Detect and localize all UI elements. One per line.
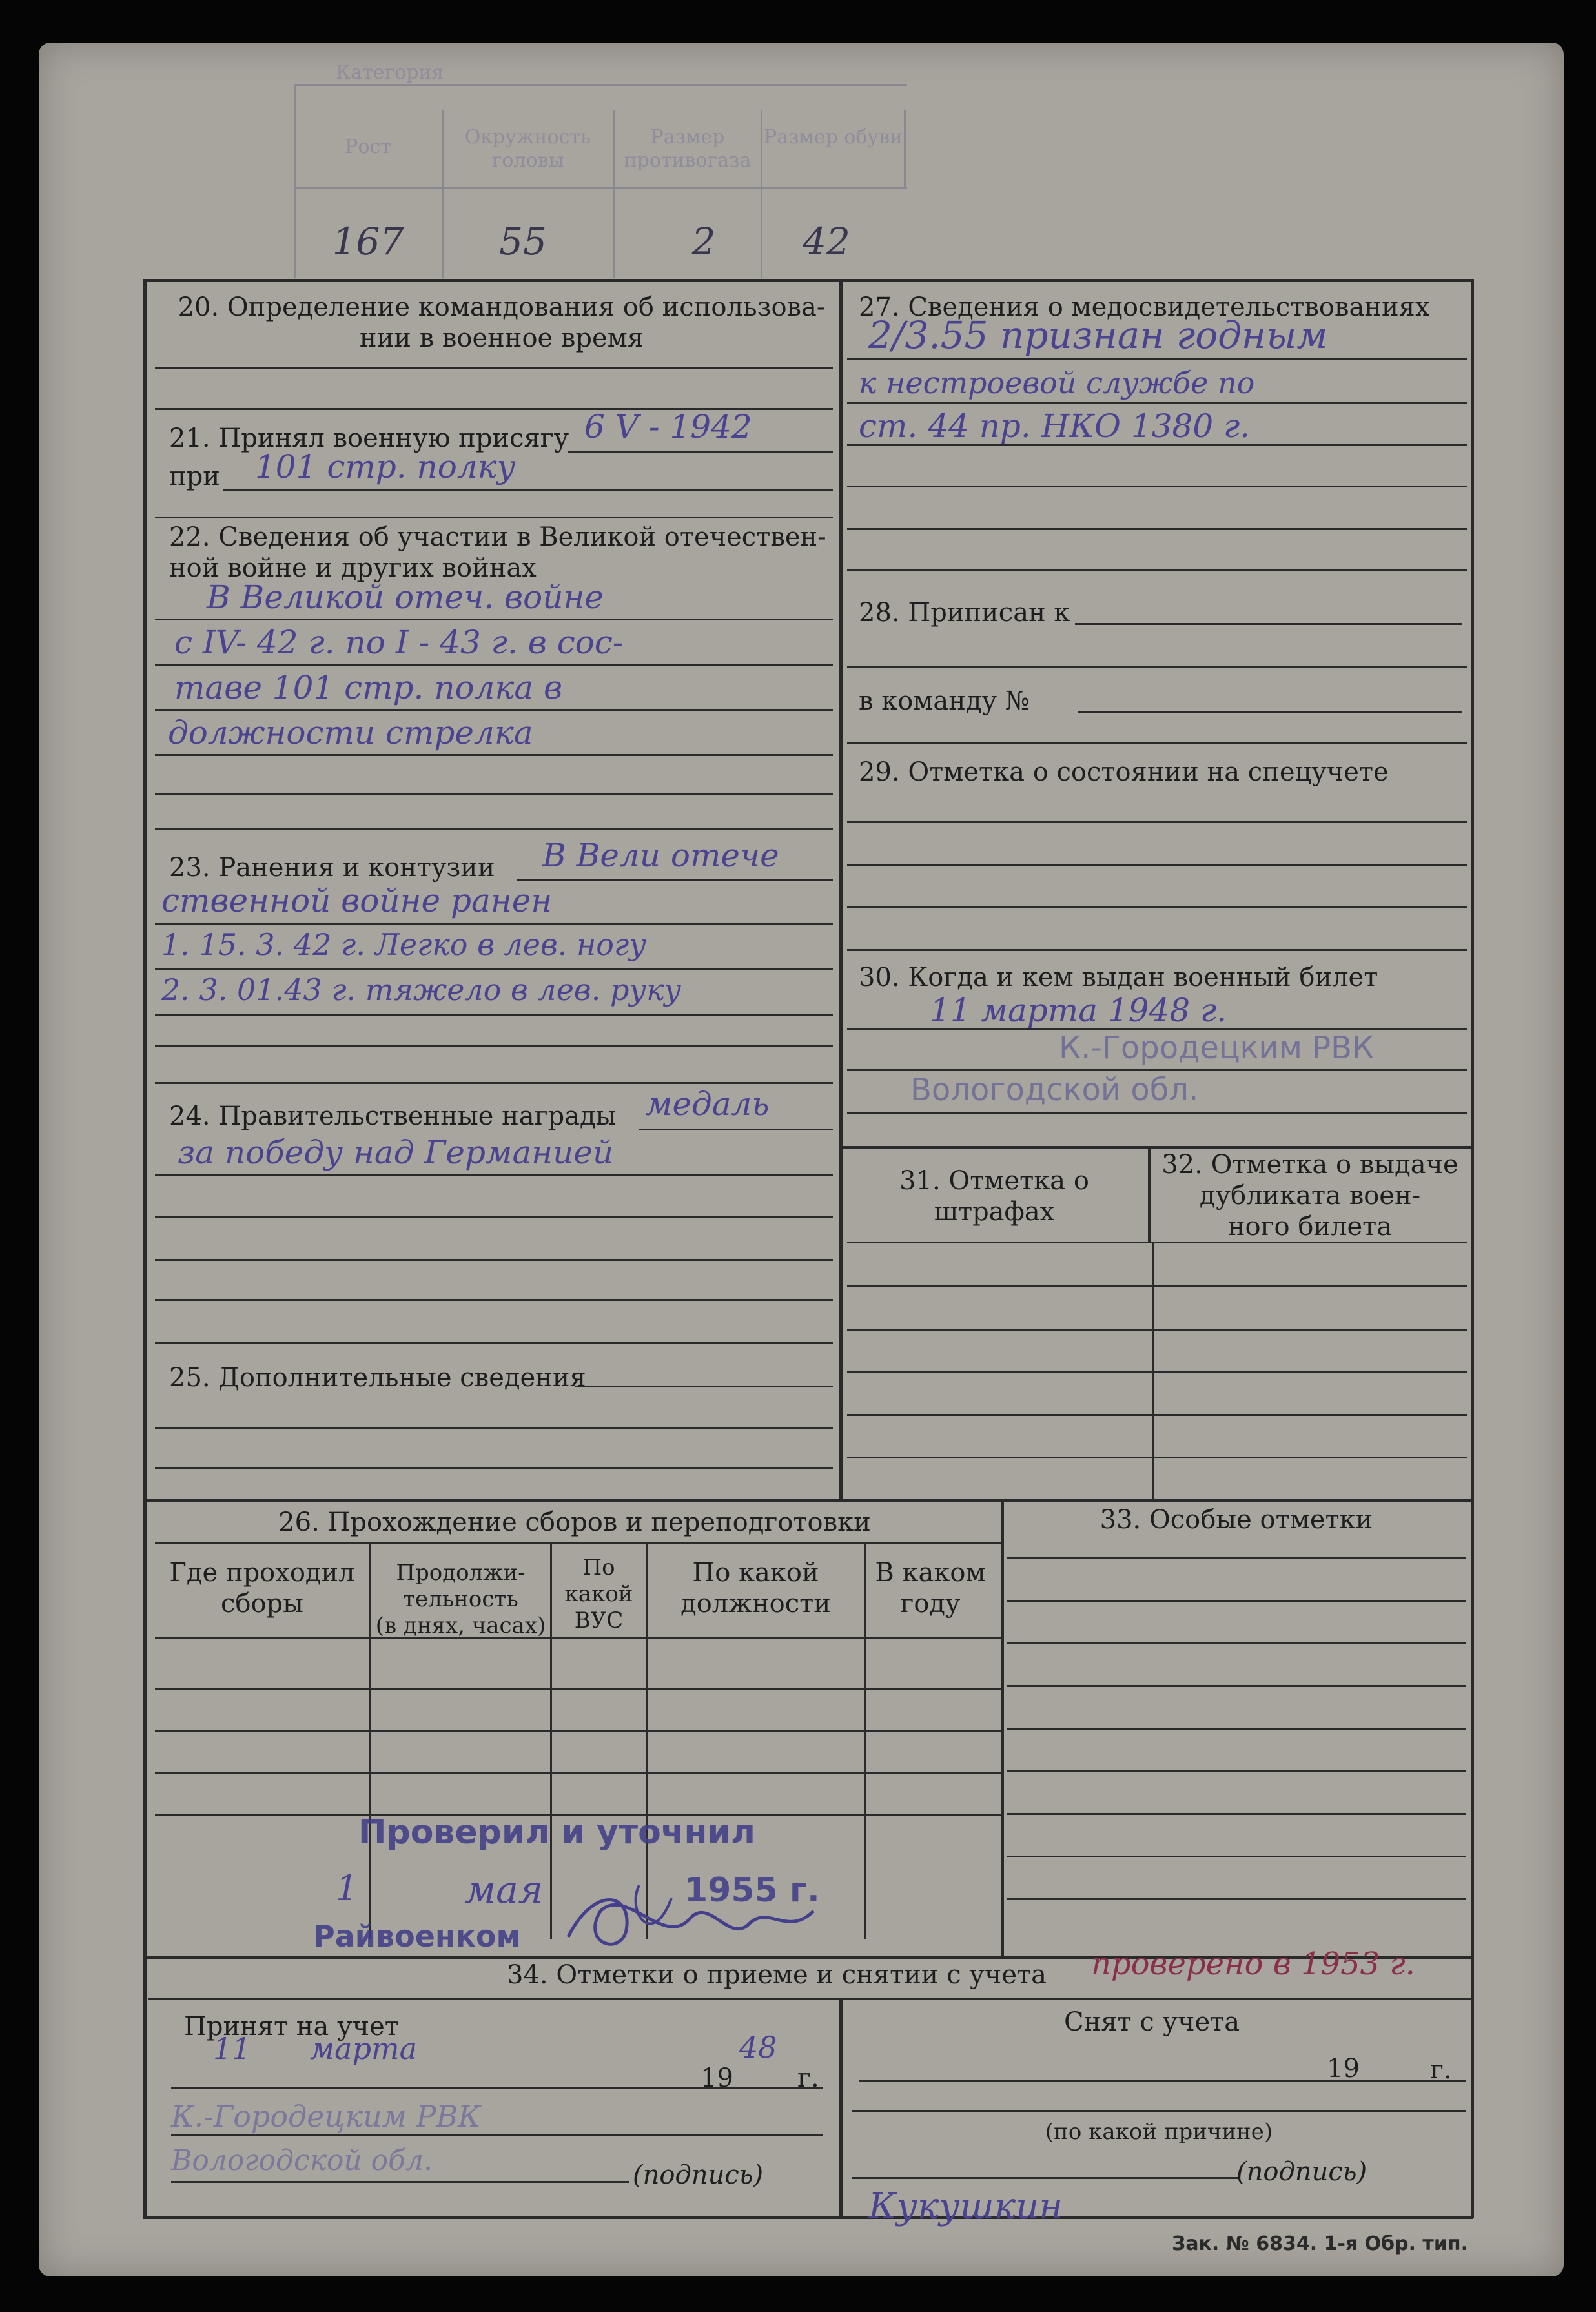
stamp-line-3: Райвоенком: [313, 1919, 521, 1954]
registered-year: 48: [739, 2030, 777, 2065]
wound-line-4: 2. 3. 01.43 г. тяжело в лев. руку: [161, 972, 682, 1007]
registered-year-prefix: 19: [701, 2063, 733, 2093]
registered-signature-label: (подпись): [633, 2160, 764, 2190]
war-line-1: В Великой отеч. войне: [207, 578, 604, 616]
field-27-label: 27. Сведения о медосвидетельствованиях: [859, 292, 1430, 322]
col-duration: Продолжи- тельность (в днях, часах): [375, 1560, 546, 1639]
registered-day: 11: [213, 2031, 251, 2066]
value-head: 55: [499, 220, 547, 263]
card-issue-stamp-1: К.-Городецким РВК: [1059, 1030, 1375, 1066]
registered-month: марта: [310, 2031, 418, 2066]
value-shoe: 42: [803, 220, 850, 263]
registered-signature: Кукушкин: [868, 2185, 1063, 2227]
war-line-3: таве 101 стр. полка в: [174, 669, 563, 706]
stamp-signature: [555, 1872, 826, 1963]
value-gasmask: 2: [691, 220, 716, 263]
field-32-label: 32. Отметка о выдаче дубликата воен- ного билета: [1161, 1150, 1458, 1242]
wound-line-3: 1. 15. 3. 42 г. Легко в лев. ногу: [161, 927, 646, 962]
deregistered-title: Снят с учета: [1064, 2007, 1240, 2037]
medical-line-1: 2/3.55 признан годным: [868, 313, 1328, 357]
value-height: 167: [332, 220, 404, 263]
field-21-label: 21. Принял военную присягу: [169, 424, 569, 453]
field-34-label: 34. Отметки о приеме и снятии с учета: [507, 1960, 1047, 1990]
deregistered-g: г.: [1430, 2055, 1452, 2085]
field-30-label: 30. Когда и кем выдан военный билет: [859, 963, 1378, 992]
field-23-label: 23. Ранения и контузии: [169, 853, 495, 883]
field-33-label: 33. Особые отметки: [1100, 1505, 1373, 1535]
field-25-label: 25. Дополнительные сведения: [169, 1363, 586, 1393]
registered-title: Принят на учет: [184, 2012, 399, 2041]
field-20-label: 20. Определение командования об использова- нии в военное время: [178, 292, 826, 353]
registered-g: г.: [797, 2063, 819, 2093]
col-where: Где проходил сборы: [169, 1558, 355, 1619]
col-gasmask: Размер противогаза: [624, 126, 752, 172]
field-22-label: 22. Сведения об участии в Великой отечествен- ной войне и других войнах: [169, 522, 826, 583]
checked-note: проверено в 1953 г.: [1091, 1946, 1415, 1982]
stamp-year: 1955 г.: [684, 1871, 820, 1910]
deregistered-year-prefix: 19: [1327, 2054, 1360, 2083]
col-year: В каком году: [875, 1558, 986, 1619]
war-line-2: с IV- 42 г. по I - 43 г. в сос-: [174, 624, 624, 661]
col-head: Окружность головы: [464, 126, 591, 172]
card-issue-stamp-2: Вологодской обл.: [910, 1072, 1199, 1108]
registered-line-2: К.-Городецким РВК: [171, 2099, 481, 2134]
award-line-1: медаль: [646, 1085, 770, 1123]
stamp-day: 1: [336, 1868, 358, 1908]
measurements-header: Категория: [336, 61, 444, 84]
deregistered-signature-label: (подпись): [1236, 2157, 1367, 2187]
medical-line-2: к нестроевой службе по: [859, 365, 1255, 400]
wound-line-2: ственной войне ранен: [161, 882, 553, 919]
print-footer: Зак. № 6834. 1-я Обр. тип.: [1172, 2233, 1468, 2255]
col-position: По какой должности: [680, 1558, 831, 1619]
col-vus: По какой ВУС: [564, 1555, 633, 1633]
field-24-label: 24. Правительственные награды: [169, 1101, 617, 1131]
wound-line-1: В Вели отече: [542, 837, 779, 874]
stamp-line-1: Проверил и уточнил: [358, 1813, 755, 1852]
field-28-label2: в команду №: [859, 686, 1030, 716]
card-issue-date: 11 марта 1948 г.: [930, 992, 1227, 1029]
award-line-2: за победу над Германией: [178, 1134, 614, 1171]
oath-unit: 101 стр. полку: [255, 448, 516, 486]
field-29-label: 29. Отметка о состоянии на спецучете: [859, 757, 1389, 787]
oath-date: 6 V - 1942: [584, 408, 752, 445]
col-shoe: Размер обуви: [764, 126, 903, 148]
field-31-label: 31. Отметка о штрафах: [899, 1166, 1089, 1227]
medical-line-3: ст. 44 пр. НКО 1380 г.: [859, 407, 1251, 445]
field-28-label: 28. Приписан к: [859, 598, 1070, 628]
war-line-4: должности стрелка: [168, 714, 533, 752]
stamp-month: мая: [465, 1868, 544, 1912]
col-height: Рост: [345, 136, 391, 158]
registered-line-3: Вологодской обл.: [171, 2144, 433, 2177]
field-26-label: 26. Прохождение сборов и переподготовки: [278, 1508, 871, 1537]
deregistered-reason: (по какой причине): [1045, 2119, 1273, 2145]
field-21-label2: при: [169, 462, 220, 491]
